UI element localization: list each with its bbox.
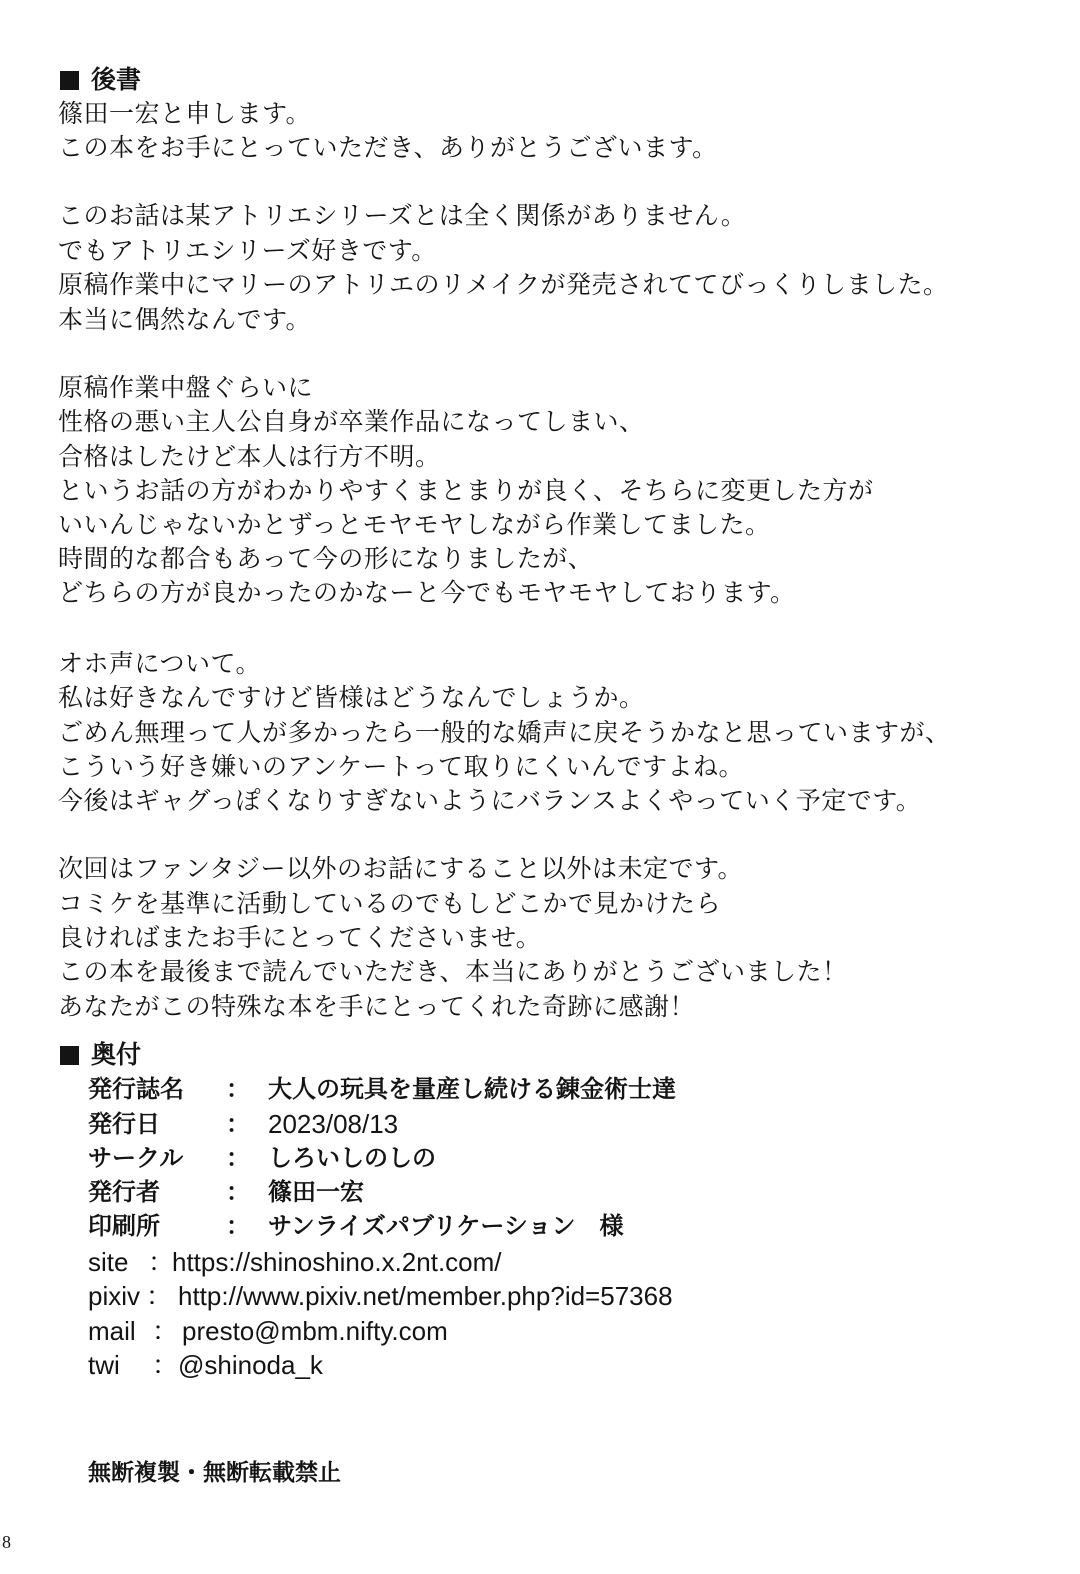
colophon-colon: ： <box>226 1144 250 1172</box>
contact-label: mail <box>88 1316 136 1346</box>
colophon-colon: ： <box>226 1075 250 1103</box>
contact-label: twi <box>88 1350 120 1380</box>
afterword-line: 本当に偶然なんです。 <box>58 305 312 334</box>
contact-label: pixiv <box>88 1281 141 1311</box>
afterword-heading-text: 後書 <box>91 65 142 94</box>
contact-colon: ： <box>148 1247 175 1277</box>
afterword-line: でもアトリエシリーズ好きです。 <box>58 236 437 265</box>
afterword-line: ごめん無理って人が多かったら一般的な嬌声に戻そうかなと思っていますが、 <box>58 718 951 747</box>
colophon-label: 発行者 <box>88 1178 160 1206</box>
afterword-heading <box>60 64 141 96</box>
afterword-line: 次回はファンタジー以外のお話にすること以外は未定です。 <box>58 854 744 883</box>
colophon-value: サンライズパブリケーション 様 <box>268 1212 624 1240</box>
afterword-line: というお話の方がわかりやすくまとまりが良く、そちらに変更した方が <box>58 476 874 505</box>
colophon-value: 2023/08/13 <box>268 1109 399 1139</box>
afterword-line: いいんじゃないかとずっとモヤモヤしながら作業してました。 <box>58 510 771 539</box>
copyright-note: 無断複製・無断転載禁止 <box>88 1460 341 1486</box>
afterword-line: 性格の悪い主人公自身が卒業作品になってしまい、 <box>58 407 645 436</box>
colophon-label: 発行誌名 <box>88 1075 184 1103</box>
colophon-value: 篠田一宏 <box>268 1178 364 1206</box>
colophon-colon: ： <box>226 1178 250 1206</box>
twitter-handle: @shinoda_k <box>178 1350 323 1380</box>
colophon-heading-text: 奥付 <box>91 1040 142 1069</box>
colophon-colon: ： <box>226 1212 250 1240</box>
afterword-line: 私は好きなんですけど皆様はどうなんでしょうか。 <box>58 683 645 712</box>
page-number: 8 <box>2 1532 11 1552</box>
afterword-line: このお話は某アトリエシリーズとは全く関係がありません。 <box>58 201 747 230</box>
colophon-colon: ： <box>226 1110 250 1138</box>
afterword-line: 合格はしたけど本人は行方不明。 <box>58 442 441 471</box>
colophon-label: 印刷所 <box>88 1212 160 1240</box>
site-url: https://shinoshino.x.2nt.com/ <box>172 1247 502 1277</box>
afterword-line: こういう好き嫌いのアンケートって取りにくいんですよね。 <box>58 752 745 781</box>
afterword-line: 原稿作業中盤ぐらいに <box>58 373 314 402</box>
colophon-heading <box>60 1039 141 1071</box>
afterword-line: コミケを基準に活動しているのでもしどこかで見かけたら <box>58 889 722 918</box>
colophon-value: しろいしのしの <box>268 1144 436 1172</box>
afterword-line: オホ声について。 <box>58 649 262 678</box>
mail-address: presto@mbm.nifty.com <box>182 1316 448 1346</box>
afterword-line: あなたがこの特殊な本を手にとってくれた奇跡に感謝！ <box>58 992 696 1021</box>
contact-colon: ： <box>152 1316 179 1346</box>
square-bullet-icon <box>60 1046 79 1065</box>
afterword-line: 原稿作業中にマリーのアトリエのリメイクが発売されててびっくりしました。 <box>58 270 949 299</box>
contact-label: site <box>88 1247 129 1277</box>
contact-colon: ： <box>146 1281 173 1311</box>
colophon-value: 大人の玩具を量産し続ける錬金術士達 <box>268 1075 676 1103</box>
afterword-line: どちらの方が良かったのかなーと今でもモヤモヤしております。 <box>58 578 796 607</box>
colophon-label: 発行日 <box>88 1110 160 1138</box>
afterword-line: 篠田一宏と申します。 <box>58 99 312 128</box>
afterword-line: この本をお手にとっていただき、ありがとうございます。 <box>58 133 718 162</box>
afterword-line: この本を最後まで読んでいただき、本当にありがとうございました！ <box>58 957 848 986</box>
pixiv-url: http://www.pixiv.net/member.php?id=57368 <box>178 1281 673 1311</box>
square-bullet-icon <box>60 71 79 90</box>
afterword-line: 良ければまたお手にとってくださいませ。 <box>58 923 542 952</box>
colophon-label: サークル <box>88 1144 184 1172</box>
contact-colon: ： <box>152 1350 179 1380</box>
afterword-line: 今後はギャグっぽくなりすぎないようにバランスよくやっていく予定です。 <box>58 786 922 815</box>
afterword-line: 時間的な都合もあって今の形になりましたが、 <box>58 544 594 573</box>
